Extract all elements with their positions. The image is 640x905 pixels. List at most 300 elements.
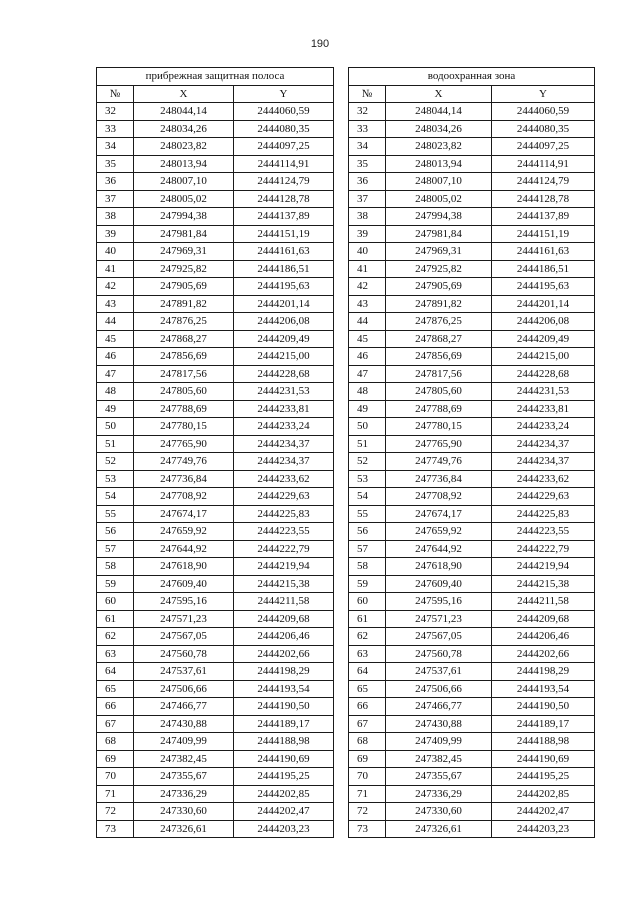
y-coordinate-cell: 2444202,47 xyxy=(491,803,594,821)
y-coordinate-cell: 2444233,24 xyxy=(491,418,594,436)
table-row xyxy=(97,155,334,173)
table-row xyxy=(348,733,594,751)
table-row xyxy=(348,173,594,191)
x-coordinate-cell: 247560,78 xyxy=(385,645,491,663)
x-coordinate-cell: 247609,40 xyxy=(385,575,491,593)
table-row xyxy=(348,278,594,296)
table-row xyxy=(97,698,334,716)
point-number-cell: 50 xyxy=(348,418,385,436)
point-number-cell: 62 xyxy=(97,628,134,646)
table-row xyxy=(348,663,594,681)
x-coordinate-cell: 247430,88 xyxy=(134,715,234,733)
point-number-cell: 37 xyxy=(97,190,134,208)
point-number-cell: 67 xyxy=(97,715,134,733)
x-coordinate-cell: 248013,94 xyxy=(385,155,491,173)
x-coordinate-cell: 247817,56 xyxy=(385,365,491,383)
table-row xyxy=(97,558,334,576)
y-coordinate-cell: 2444190,50 xyxy=(234,698,334,716)
point-number-cell: 35 xyxy=(348,155,385,173)
table-row xyxy=(97,120,334,138)
point-number-cell: 64 xyxy=(97,663,134,681)
column-header-number: № xyxy=(97,85,134,103)
x-coordinate-cell: 247856,69 xyxy=(385,348,491,366)
point-number-cell: 42 xyxy=(348,278,385,296)
y-coordinate-cell: 2444222,79 xyxy=(491,540,594,558)
y-coordinate-cell: 2444114,91 xyxy=(234,155,334,173)
y-coordinate-cell: 2444231,53 xyxy=(234,383,334,401)
y-coordinate-cell: 2444124,79 xyxy=(491,173,594,191)
table-row xyxy=(348,645,594,663)
y-coordinate-cell: 2444137,89 xyxy=(234,208,334,226)
x-coordinate-cell: 247659,92 xyxy=(134,523,234,541)
table-row xyxy=(348,348,594,366)
point-number-cell: 65 xyxy=(348,680,385,698)
y-coordinate-cell: 2444128,78 xyxy=(491,190,594,208)
x-coordinate-cell: 247330,60 xyxy=(385,803,491,821)
point-number-cell: 60 xyxy=(97,593,134,611)
table-row xyxy=(97,785,334,803)
x-coordinate-cell: 247571,23 xyxy=(134,610,234,628)
table-row xyxy=(348,470,594,488)
y-coordinate-cell: 2444206,46 xyxy=(234,628,334,646)
y-coordinate-cell: 2444233,62 xyxy=(234,470,334,488)
y-coordinate-cell: 2444190,50 xyxy=(491,698,594,716)
y-coordinate-cell: 2444151,19 xyxy=(491,225,594,243)
water-protection-zone-table xyxy=(348,67,595,838)
point-number-cell: 34 xyxy=(97,138,134,156)
point-number-cell: 45 xyxy=(348,330,385,348)
x-coordinate-cell: 248034,26 xyxy=(134,120,234,138)
table-row xyxy=(97,505,334,523)
y-coordinate-cell: 2444195,63 xyxy=(234,278,334,296)
x-coordinate-cell: 247876,25 xyxy=(134,313,234,331)
table-row xyxy=(97,313,334,331)
point-number-cell: 48 xyxy=(348,383,385,401)
y-coordinate-cell: 2444228,68 xyxy=(491,365,594,383)
x-coordinate-cell: 247466,77 xyxy=(385,698,491,716)
x-coordinate-cell: 247969,31 xyxy=(134,243,234,261)
x-coordinate-cell: 248013,94 xyxy=(134,155,234,173)
x-coordinate-cell: 247382,45 xyxy=(134,750,234,768)
x-coordinate-cell: 247506,66 xyxy=(385,680,491,698)
table-row xyxy=(348,313,594,331)
table-row xyxy=(348,698,594,716)
y-coordinate-cell: 2444060,59 xyxy=(491,103,594,121)
y-coordinate-cell: 2444128,78 xyxy=(234,190,334,208)
point-number-cell: 57 xyxy=(348,540,385,558)
point-number-cell: 61 xyxy=(348,610,385,628)
table-row xyxy=(97,453,334,471)
y-coordinate-cell: 2444161,63 xyxy=(234,243,334,261)
x-coordinate-cell: 247925,82 xyxy=(134,260,234,278)
table-title: водоохранная зона xyxy=(348,68,594,86)
table-row xyxy=(97,470,334,488)
column-header-y: Y xyxy=(491,85,594,103)
point-number-cell: 32 xyxy=(97,103,134,121)
table-row xyxy=(97,645,334,663)
table-row xyxy=(97,103,334,121)
point-number-cell: 56 xyxy=(348,523,385,541)
x-coordinate-cell: 247780,15 xyxy=(385,418,491,436)
table-row xyxy=(97,715,334,733)
point-number-cell: 37 xyxy=(348,190,385,208)
x-coordinate-cell: 247571,23 xyxy=(385,610,491,628)
table-row xyxy=(348,155,594,173)
point-number-cell: 36 xyxy=(348,173,385,191)
table-row xyxy=(97,260,334,278)
coastal-protection-strip-table xyxy=(96,67,334,838)
y-coordinate-cell: 2444231,53 xyxy=(491,383,594,401)
y-coordinate-cell: 2444233,24 xyxy=(234,418,334,436)
x-coordinate-cell: 247708,92 xyxy=(385,488,491,506)
x-coordinate-cell: 247326,61 xyxy=(134,820,234,838)
table-row xyxy=(97,190,334,208)
point-number-cell: 68 xyxy=(97,733,134,751)
point-number-cell: 57 xyxy=(97,540,134,558)
point-number-cell: 43 xyxy=(97,295,134,313)
point-number-cell: 38 xyxy=(97,208,134,226)
table-row xyxy=(348,295,594,313)
point-number-cell: 40 xyxy=(348,243,385,261)
y-coordinate-cell: 2444195,25 xyxy=(491,768,594,786)
point-number-cell: 48 xyxy=(97,383,134,401)
y-coordinate-cell: 2444219,94 xyxy=(491,558,594,576)
point-number-cell: 35 xyxy=(97,155,134,173)
x-coordinate-cell: 247708,92 xyxy=(134,488,234,506)
point-number-cell: 70 xyxy=(348,768,385,786)
point-number-cell: 46 xyxy=(97,348,134,366)
point-number-cell: 63 xyxy=(97,645,134,663)
table-row xyxy=(348,208,594,226)
point-number-cell: 40 xyxy=(97,243,134,261)
x-coordinate-cell: 247805,60 xyxy=(134,383,234,401)
x-coordinate-cell: 247537,61 xyxy=(385,663,491,681)
table-row xyxy=(97,365,334,383)
y-coordinate-cell: 2444211,58 xyxy=(234,593,334,611)
x-coordinate-cell: 247674,17 xyxy=(134,505,234,523)
y-coordinate-cell: 2444209,49 xyxy=(234,330,334,348)
y-coordinate-cell: 2444215,00 xyxy=(491,348,594,366)
x-coordinate-cell: 247336,29 xyxy=(385,785,491,803)
point-number-cell: 73 xyxy=(348,820,385,838)
point-number-cell: 49 xyxy=(97,400,134,418)
x-coordinate-cell: 248034,26 xyxy=(385,120,491,138)
table-row xyxy=(348,103,594,121)
point-number-cell: 43 xyxy=(348,295,385,313)
x-coordinate-cell: 247466,77 xyxy=(134,698,234,716)
y-coordinate-cell: 2444097,25 xyxy=(234,138,334,156)
point-number-cell: 59 xyxy=(97,575,134,593)
table-row xyxy=(97,820,334,838)
table-row xyxy=(348,593,594,611)
y-coordinate-cell: 2444234,37 xyxy=(234,453,334,471)
y-coordinate-cell: 2444203,23 xyxy=(491,820,594,838)
x-coordinate-cell: 247674,17 xyxy=(385,505,491,523)
point-number-cell: 33 xyxy=(348,120,385,138)
table-row xyxy=(348,365,594,383)
x-coordinate-cell: 247506,66 xyxy=(134,680,234,698)
x-coordinate-cell: 247981,84 xyxy=(385,225,491,243)
y-coordinate-cell: 2444161,63 xyxy=(491,243,594,261)
table-row xyxy=(97,523,334,541)
point-number-cell: 36 xyxy=(97,173,134,191)
y-coordinate-cell: 2444186,51 xyxy=(491,260,594,278)
x-coordinate-cell: 247644,92 xyxy=(134,540,234,558)
table-row xyxy=(97,575,334,593)
point-number-cell: 52 xyxy=(97,453,134,471)
table-header-row xyxy=(348,85,594,103)
point-number-cell: 47 xyxy=(97,365,134,383)
point-number-cell: 60 xyxy=(348,593,385,611)
point-number-cell: 55 xyxy=(348,505,385,523)
point-number-cell: 64 xyxy=(348,663,385,681)
x-coordinate-cell: 247644,92 xyxy=(385,540,491,558)
table-title-row xyxy=(348,68,594,86)
y-coordinate-cell: 2444211,58 xyxy=(491,593,594,611)
y-coordinate-cell: 2444198,29 xyxy=(234,663,334,681)
table-row xyxy=(97,628,334,646)
y-coordinate-cell: 2444209,49 xyxy=(491,330,594,348)
table-row xyxy=(97,330,334,348)
table-row xyxy=(348,190,594,208)
y-coordinate-cell: 2444228,68 xyxy=(234,365,334,383)
y-coordinate-cell: 2444137,89 xyxy=(491,208,594,226)
point-number-cell: 65 xyxy=(97,680,134,698)
x-coordinate-cell: 248007,10 xyxy=(385,173,491,191)
table-row xyxy=(97,243,334,261)
x-coordinate-cell: 247817,56 xyxy=(134,365,234,383)
table-row xyxy=(348,383,594,401)
y-coordinate-cell: 2444124,79 xyxy=(234,173,334,191)
point-number-cell: 71 xyxy=(348,785,385,803)
y-coordinate-cell: 2444202,66 xyxy=(491,645,594,663)
x-coordinate-cell: 247905,69 xyxy=(134,278,234,296)
y-coordinate-cell: 2444234,37 xyxy=(491,435,594,453)
table-row xyxy=(97,803,334,821)
y-coordinate-cell: 2444215,38 xyxy=(234,575,334,593)
table-row xyxy=(97,295,334,313)
x-coordinate-cell: 247336,29 xyxy=(134,785,234,803)
x-coordinate-cell: 247567,05 xyxy=(385,628,491,646)
x-coordinate-cell: 248005,02 xyxy=(385,190,491,208)
x-coordinate-cell: 248044,14 xyxy=(385,103,491,121)
x-coordinate-cell: 247537,61 xyxy=(134,663,234,681)
y-coordinate-cell: 2444151,19 xyxy=(234,225,334,243)
table-row xyxy=(348,628,594,646)
x-coordinate-cell: 247330,60 xyxy=(134,803,234,821)
x-coordinate-cell: 247788,69 xyxy=(134,400,234,418)
point-number-cell: 53 xyxy=(97,470,134,488)
table-row xyxy=(97,768,334,786)
point-number-cell: 69 xyxy=(97,750,134,768)
y-coordinate-cell: 2444225,83 xyxy=(234,505,334,523)
y-coordinate-cell: 2444223,55 xyxy=(234,523,334,541)
point-number-cell: 51 xyxy=(97,435,134,453)
point-number-cell: 54 xyxy=(97,488,134,506)
point-number-cell: 41 xyxy=(97,260,134,278)
table-body xyxy=(348,103,594,838)
point-number-cell: 51 xyxy=(348,435,385,453)
x-coordinate-cell: 247868,27 xyxy=(385,330,491,348)
point-number-cell: 45 xyxy=(97,330,134,348)
column-header-x: X xyxy=(134,85,234,103)
table-row xyxy=(97,383,334,401)
x-coordinate-cell: 247876,25 xyxy=(385,313,491,331)
x-coordinate-cell: 247618,90 xyxy=(385,558,491,576)
table-row xyxy=(348,540,594,558)
table-row xyxy=(348,453,594,471)
y-coordinate-cell: 2444188,98 xyxy=(491,733,594,751)
table-row xyxy=(348,435,594,453)
table-title-row xyxy=(97,68,334,86)
point-number-cell: 44 xyxy=(97,313,134,331)
table-row xyxy=(97,400,334,418)
y-coordinate-cell: 2444193,54 xyxy=(234,680,334,698)
x-coordinate-cell: 247905,69 xyxy=(385,278,491,296)
y-coordinate-cell: 2444209,68 xyxy=(491,610,594,628)
point-number-cell: 70 xyxy=(97,768,134,786)
point-number-cell: 53 xyxy=(348,470,385,488)
x-coordinate-cell: 247856,69 xyxy=(134,348,234,366)
y-coordinate-cell: 2444233,81 xyxy=(234,400,334,418)
x-coordinate-cell: 247891,82 xyxy=(134,295,234,313)
y-coordinate-cell: 2444223,55 xyxy=(491,523,594,541)
y-coordinate-cell: 2444225,83 xyxy=(491,505,594,523)
y-coordinate-cell: 2444202,66 xyxy=(234,645,334,663)
y-coordinate-cell: 2444186,51 xyxy=(234,260,334,278)
table-row xyxy=(348,225,594,243)
y-coordinate-cell: 2444206,08 xyxy=(234,313,334,331)
x-coordinate-cell: 247765,90 xyxy=(134,435,234,453)
point-number-cell: 38 xyxy=(348,208,385,226)
table-row xyxy=(348,488,594,506)
table-row xyxy=(97,173,334,191)
y-coordinate-cell: 2444233,62 xyxy=(491,470,594,488)
y-coordinate-cell: 2444234,37 xyxy=(234,435,334,453)
x-coordinate-cell: 247382,45 xyxy=(385,750,491,768)
y-coordinate-cell: 2444060,59 xyxy=(234,103,334,121)
x-coordinate-cell: 247868,27 xyxy=(134,330,234,348)
point-number-cell: 39 xyxy=(348,225,385,243)
table-row xyxy=(348,243,594,261)
table-row xyxy=(97,663,334,681)
table-row xyxy=(97,418,334,436)
x-coordinate-cell: 247409,99 xyxy=(134,733,234,751)
table-row xyxy=(97,225,334,243)
x-coordinate-cell: 247567,05 xyxy=(134,628,234,646)
y-coordinate-cell: 2444080,35 xyxy=(234,120,334,138)
y-coordinate-cell: 2444114,91 xyxy=(491,155,594,173)
x-coordinate-cell: 247409,99 xyxy=(385,733,491,751)
table-row xyxy=(348,803,594,821)
page-number: 190 xyxy=(310,38,330,50)
y-coordinate-cell: 2444202,85 xyxy=(491,785,594,803)
table-row xyxy=(97,540,334,558)
point-number-cell: 68 xyxy=(348,733,385,751)
point-number-cell: 66 xyxy=(348,698,385,716)
point-number-cell: 55 xyxy=(97,505,134,523)
y-coordinate-cell: 2444215,00 xyxy=(234,348,334,366)
x-coordinate-cell: 247595,16 xyxy=(385,593,491,611)
column-header-y: Y xyxy=(234,85,334,103)
table-row xyxy=(97,208,334,226)
table-row xyxy=(348,330,594,348)
point-number-cell: 67 xyxy=(348,715,385,733)
table-row xyxy=(348,120,594,138)
point-number-cell: 62 xyxy=(348,628,385,646)
point-number-cell: 46 xyxy=(348,348,385,366)
x-coordinate-cell: 247736,84 xyxy=(385,470,491,488)
x-coordinate-cell: 247925,82 xyxy=(385,260,491,278)
table-row xyxy=(348,785,594,803)
point-number-cell: 39 xyxy=(97,225,134,243)
y-coordinate-cell: 2444209,68 xyxy=(234,610,334,628)
y-coordinate-cell: 2444201,14 xyxy=(491,295,594,313)
y-coordinate-cell: 2444195,63 xyxy=(491,278,594,296)
point-number-cell: 56 xyxy=(97,523,134,541)
point-number-cell: 52 xyxy=(348,453,385,471)
point-number-cell: 58 xyxy=(348,558,385,576)
x-coordinate-cell: 248023,82 xyxy=(385,138,491,156)
point-number-cell: 32 xyxy=(348,103,385,121)
x-coordinate-cell: 248023,82 xyxy=(134,138,234,156)
point-number-cell: 41 xyxy=(348,260,385,278)
y-coordinate-cell: 2444215,38 xyxy=(491,575,594,593)
table-row xyxy=(97,680,334,698)
point-number-cell: 49 xyxy=(348,400,385,418)
table-row xyxy=(97,138,334,156)
x-coordinate-cell: 247609,40 xyxy=(134,575,234,593)
table-header-row xyxy=(97,85,334,103)
table-row xyxy=(97,733,334,751)
table-row xyxy=(97,750,334,768)
point-number-cell: 42 xyxy=(97,278,134,296)
point-number-cell: 73 xyxy=(97,820,134,838)
table-row xyxy=(348,138,594,156)
table-row xyxy=(348,715,594,733)
x-coordinate-cell: 247749,76 xyxy=(134,453,234,471)
point-number-cell: 47 xyxy=(348,365,385,383)
table-row xyxy=(97,348,334,366)
point-number-cell: 58 xyxy=(97,558,134,576)
x-coordinate-cell: 247981,84 xyxy=(134,225,234,243)
x-coordinate-cell: 247788,69 xyxy=(385,400,491,418)
x-coordinate-cell: 247560,78 xyxy=(134,645,234,663)
y-coordinate-cell: 2444195,25 xyxy=(234,768,334,786)
y-coordinate-cell: 2444229,63 xyxy=(234,488,334,506)
x-coordinate-cell: 247355,67 xyxy=(385,768,491,786)
x-coordinate-cell: 247780,15 xyxy=(134,418,234,436)
y-coordinate-cell: 2444222,79 xyxy=(234,540,334,558)
table-row xyxy=(348,523,594,541)
column-header-x: X xyxy=(385,85,491,103)
x-coordinate-cell: 247326,61 xyxy=(385,820,491,838)
x-coordinate-cell: 248007,10 xyxy=(134,173,234,191)
point-number-cell: 63 xyxy=(348,645,385,663)
table-row xyxy=(348,768,594,786)
x-coordinate-cell: 247994,38 xyxy=(134,208,234,226)
x-coordinate-cell: 247659,92 xyxy=(385,523,491,541)
point-number-cell: 66 xyxy=(97,698,134,716)
point-number-cell: 33 xyxy=(97,120,134,138)
x-coordinate-cell: 248005,02 xyxy=(134,190,234,208)
y-coordinate-cell: 2444198,29 xyxy=(491,663,594,681)
point-number-cell: 72 xyxy=(97,803,134,821)
y-coordinate-cell: 2444193,54 xyxy=(491,680,594,698)
table-row xyxy=(348,820,594,838)
y-coordinate-cell: 2444233,81 xyxy=(491,400,594,418)
y-coordinate-cell: 2444080,35 xyxy=(491,120,594,138)
